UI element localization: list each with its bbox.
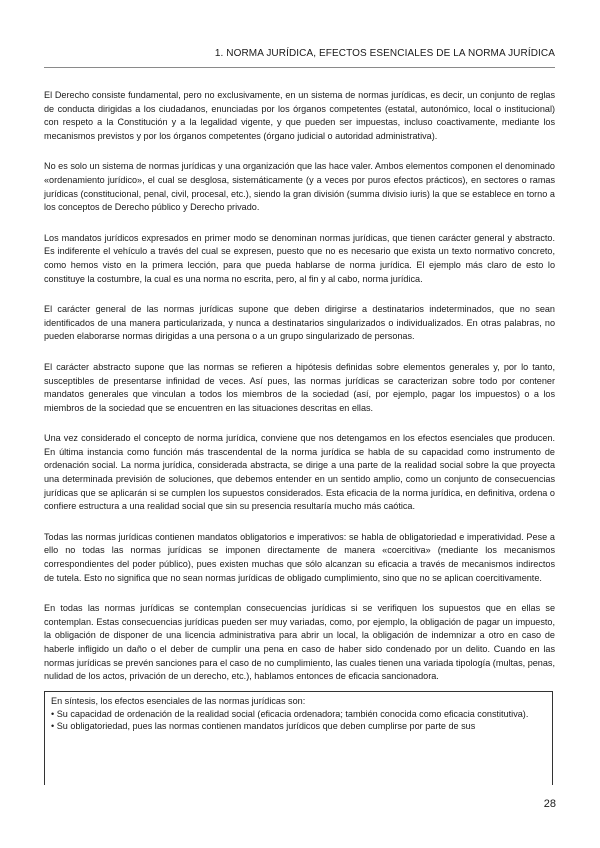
paragraph: En todas las normas jurídicas se contemplan consecuencias jurídicas si se verifiquen los supuestos que en ellas se contemplan. Estas consecuencias jurídicas pueden ser muy variadas, como, por ejemplo, la obligación de pagar un impuesto, la obligación de disponer de una licencia administrativa para abrir un local, la obligación de indemnizar a otro en caso de haberle infligido un daño o el deber de cumplir una pena en caso de haber sido condenado por un delito. Cuando en las normas jurídicas se prevén sanciones para el caso de no cumplimiento, las cuales tienen una variada tipología (multas, penas, nulidad de los actos, privación de un derecho, etc.), hablamos entonces de eficacia sancionadora. <box>44 603 555 682</box>
summary-item: • Su capacidad de ordenación de la realidad social (eficacia ordenadora; también conocida como eficacia constitutiva). <box>51 708 529 719</box>
section-title: 1. NORMA JURÍDICA, EFECTOS ESENCIALES DE LA NORMA JURÍDICA <box>214 48 555 59</box>
paragraph: Los mandatos jurídicos expresados en primer modo se denominan normas jurídicas, que tienen carácter general y abstracto. Es indiferente el vehículo a través del cual se expresen, puesto que no es necesario que exista un texto normativo concreto, como hemos visto en la primera lección, para que pueda hablarse de norma jurídica. El ejemplo más claro de esto lo constituye la costumbre, la cual es una norma no escrita, pero, al fin y al cabo, norma jurídica. <box>44 232 555 284</box>
body-text <box>44 89 555 701</box>
paragraph: Todas las normas jurídicas contienen mandatos obligatorios e imperativos: se habla de obligatoriedad e imperatividad. Pese a ello no todas las normas jurídicas se imponen directamente de manera «coercitiva» (mediante los mecanismos correspondientes del poder público), pues existen muchas que sólo alcanzan su eficacia a través de mecanismos indirectos de tutela. Esto no significa que no sean normas jurídicas de obligado cumplimiento, sino que no se aplican coercitivamente. <box>44 531 555 583</box>
header-divider <box>44 67 555 68</box>
paragraph: El carácter abstracto supone que las normas se refieren a hipótesis definidas sobre elementos generales y, por lo tanto, susceptibles de presentarse infinidad de veces. Así pues, las normas jurídicas se caracterizan sobre todo por contener mandatos generales que vinculan a todos los miembros de la sociedad (así, por ejemplo, pagar los impuestos) o a los miembros de la sociedad que se encuentren en las situaciones descritas en ellas. <box>44 361 555 413</box>
paragraph: No es solo un sistema de normas jurídicas y una organización que las hace valer. Ambos elementos componen el denominado «ordenamiento jurídico», el cual se desglosa, sistemáticamente (y a veces por puros efectos prácticos), en sectores o ramas jurídicas (constitucional, penal, civil, procesal, etc.), siendo la gran división (summa divisio iuris) la que se establece en torno a los conceptos de Derecho público y Derecho privado. <box>44 161 555 213</box>
summary-item: • Su obligatoriedad, pues las normas contienen mandatos jurídicos que deben cumplirse por parte de sus <box>51 721 476 732</box>
paragraph: El Derecho consiste fundamental, pero no exclusivamente, en un sistema de normas jurídicas, es decir, un conjunto de reglas de conducta dirigidas a los ciudadanos, enunciadas por los órganos competentes (estatal, autonómico, local o institucional) con respeto a la Constitución y a la legalidad vigente, y que pueden ser impuestas, incluso coactivamente, mediante los mecanismos previstos y por los órganos competentes (órgano judicial o autoridad administrativa). <box>44 90 555 141</box>
summary-box <box>44 691 553 785</box>
paragraph: El carácter general de las normas jurídicas supone que deben dirigirse a destinatarios indeterminados, que no sean identificados de una manera particularizada, y nunca a destinatarios singularizados o individualizados. En otras palabras, no pueden elaborarse normas dirigidas a una persona o a un grupo singularizado de personas. <box>44 304 555 342</box>
summary-intro: En síntesis, los efectos esenciales de las normas jurídicas son: <box>51 696 306 706</box>
page-number: 28 <box>543 798 556 810</box>
paragraph: Una vez considerado el concepto de norma jurídica, conviene que nos detengamos en los efectos esenciales que producen. En última instancia como función más trascendental de la norma jurídica se habla de su capacidad como instrumento de ordenación social. La norma jurídica, considerada abstracta, se dirige a una parte de la realidad social sobre la que proyecta una determinada previsión de soluciones, que debemos entender en un sentido amplio, como un conjunto de consecuencias jurídicas que se aplicarán si se cumplen los supuestos considerados. Esta eficacia de la norma jurídica, en definitiva, ordena o confiere estructura a una realidad social que sin su presencia resultaría mucho más caótica. <box>44 433 555 512</box>
